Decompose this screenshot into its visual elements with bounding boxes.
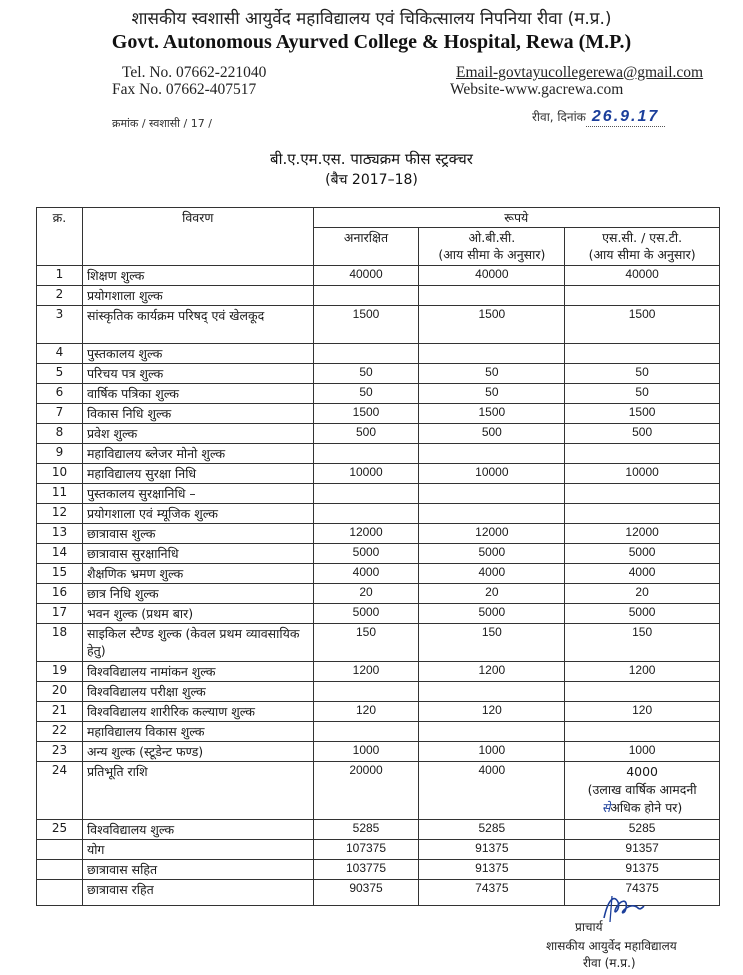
- row-obc-amount: 5285: [419, 820, 565, 840]
- principal-signature: [598, 890, 648, 926]
- row-sc-st-amount: 50: [565, 364, 720, 384]
- reference-number: क्रमांक / स्वशासी / 17 /: [112, 117, 212, 130]
- row-obc-amount: [419, 444, 565, 464]
- income-note-line1: (उलाख वार्षिक आमदनी: [587, 782, 697, 797]
- row-obc-amount: [419, 722, 565, 742]
- table-row: [37, 682, 720, 702]
- row-obc-amount: [419, 682, 565, 702]
- row-serial: 19: [37, 662, 83, 682]
- total-unreserved: 90375: [313, 880, 419, 906]
- row-unreserved-amount: [313, 286, 419, 306]
- row-obc-amount: [419, 504, 565, 524]
- row-sc-st-amount: 50: [565, 384, 720, 404]
- date-label: रीवा, दिनांक: [532, 110, 586, 124]
- row-description: प्रयोगशाला शुल्क: [82, 286, 313, 306]
- row-unreserved-amount: 1500: [313, 306, 419, 344]
- row-serial: 2: [37, 286, 83, 306]
- row-sc-st-amount: 5285: [565, 820, 720, 840]
- row-sc-st-amount: 5000: [565, 544, 720, 564]
- row-serial: 22: [37, 722, 83, 742]
- row-description: छात्र निधि शुल्क: [82, 584, 313, 604]
- header-serial: क्र.: [37, 208, 83, 266]
- date-line: [532, 108, 665, 127]
- fee-structure-table: [36, 207, 720, 906]
- row-obc-amount: 150: [419, 624, 565, 662]
- table-row: [37, 564, 720, 584]
- row-obc-amount: [419, 484, 565, 504]
- table-row: [37, 404, 720, 424]
- table-row: [37, 504, 720, 524]
- row-sc-st-amount: 500: [565, 424, 720, 444]
- total-obc: 91375: [419, 860, 565, 880]
- document-title: बी.ए.एम.एस. पाठ्यक्रम फीस स्ट्रक्चर: [270, 150, 473, 168]
- row-serial: 4: [37, 344, 83, 364]
- row-description: भवन शुल्क (प्रथम बार): [82, 604, 313, 624]
- total-row: [37, 860, 720, 880]
- row-serial: 14: [37, 544, 83, 564]
- table-row: [37, 286, 720, 306]
- row-description: पुस्तकालय सुरक्षानिधि –: [82, 484, 313, 504]
- row-unreserved-amount: 20000: [313, 762, 419, 820]
- signatory-title: प्राचार्य: [575, 920, 603, 934]
- row-sc-st-amount: 1500: [565, 306, 720, 344]
- row-serial: 18: [37, 624, 83, 662]
- row-obc-amount: 5000: [419, 604, 565, 624]
- row-obc-amount: 1500: [419, 404, 565, 424]
- row-serial: 5: [37, 364, 83, 384]
- row-obc-amount: 4000: [419, 762, 565, 820]
- row-sc-st-amount: 1000: [565, 742, 720, 762]
- row-unreserved-amount: 150: [313, 624, 419, 662]
- row-sc-st-amount: 150: [565, 624, 720, 662]
- row-serial: 9: [37, 444, 83, 464]
- row-description: साइकिल स्टैण्ड शुल्क (केवल प्रथम व्यावसायिक हेतु): [82, 624, 313, 662]
- row-sc-st-amount: 12000: [565, 524, 720, 544]
- row-description: अन्य शुल्क (स्टूडेन्ट फण्ड): [82, 742, 313, 762]
- total-sc-st: 91375: [565, 860, 720, 880]
- website-link[interactable]: Website-www.gacrewa.com: [450, 81, 624, 98]
- row-unreserved-amount: 1200: [313, 662, 419, 682]
- row-serial: 10: [37, 464, 83, 484]
- header-sc-st: [565, 228, 720, 266]
- total-serial-blank: [37, 880, 83, 906]
- row-unreserved-amount: [313, 504, 419, 524]
- header-rupees: रूपये: [313, 208, 719, 228]
- row-description: पुस्तकालय शुल्क: [82, 344, 313, 364]
- row-obc-amount: 50: [419, 384, 565, 404]
- row-unreserved-amount: [313, 344, 419, 364]
- row-unreserved-amount: 500: [313, 424, 419, 444]
- row-sc-st-amount: 4000: [626, 764, 659, 779]
- row-obc-amount: 1000: [419, 742, 565, 762]
- table-row: [37, 524, 720, 544]
- row-serial: 20: [37, 682, 83, 702]
- row-description: विश्वविद्यालय परीक्षा शुल्क: [82, 682, 313, 702]
- row-description: सांस्कृतिक कार्यक्रम परिषद् एवं खेलकूद: [82, 306, 313, 344]
- row-serial: 23: [37, 742, 83, 762]
- fax-number: Fax No. 07662-407517: [112, 81, 257, 98]
- row-sc-st-amount: 120: [565, 702, 720, 722]
- header-unreserved: अनारक्षित: [313, 228, 419, 266]
- total-row: [37, 840, 720, 860]
- row-description: वार्षिक पत्रिका शुल्क: [82, 384, 313, 404]
- total-sc-st: 74375: [565, 880, 720, 906]
- row-serial: 11: [37, 484, 83, 504]
- row-unreserved-amount: 1000: [313, 742, 419, 762]
- row-obc-amount: [419, 344, 565, 364]
- row-description: महाविद्यालय सुरक्षा निधि: [82, 464, 313, 484]
- table-row: [37, 306, 720, 344]
- table-row: [37, 384, 720, 404]
- college-name-english: Govt. Autonomous Ayurved College & Hospital, Rewa (M.P.): [111, 31, 632, 53]
- table-row: [37, 604, 720, 624]
- signatory-city: रीवा (म.प्र.): [583, 956, 636, 970]
- row-obc-amount: 10000: [419, 464, 565, 484]
- row-description: महाविद्यालय विकास शुल्क: [82, 722, 313, 742]
- total-obc: 74375: [419, 880, 565, 906]
- total-label: छात्रावास रहित: [82, 880, 313, 906]
- row-description: परिचय पत्र शुल्क: [82, 364, 313, 384]
- row-serial: 16: [37, 584, 83, 604]
- row-serial: 25: [37, 820, 83, 840]
- row-sc-st-amount: [565, 504, 720, 524]
- total-serial-blank: [37, 840, 83, 860]
- table-row: [37, 364, 720, 384]
- row-unreserved-amount: 5000: [313, 604, 419, 624]
- row-sc-st-amount: [565, 444, 720, 464]
- row-obc-amount: [419, 286, 565, 306]
- row-serial: 24: [37, 762, 83, 820]
- row-unreserved-amount: 20: [313, 584, 419, 604]
- table-row: [37, 624, 720, 662]
- row-obc-amount: 50: [419, 364, 565, 384]
- row-obc-amount: 120: [419, 702, 565, 722]
- table-row: [37, 702, 720, 722]
- row-obc-amount: 5000: [419, 544, 565, 564]
- row-unreserved-amount: 4000: [313, 564, 419, 584]
- header-description: विवरण: [82, 208, 313, 266]
- row-sc-st-amount: [565, 484, 720, 504]
- row-description: विकास निधि शुल्क: [82, 404, 313, 424]
- college-name-hindi: शासकीय स्वशासी आयुर्वेद महाविद्यालय एवं चिकित्सालय निपनिया रीवा (म.प्र.): [131, 9, 612, 29]
- row-sc-st-amount: 1200: [565, 662, 720, 682]
- row-unreserved-amount: 50: [313, 364, 419, 384]
- row-description: महाविद्यालय ब्लेजर मोनो शुल्क: [82, 444, 313, 464]
- row-description: विश्वविद्यालय शारीरिक कल्याण शुल्क: [82, 702, 313, 722]
- header-sc-st-line2: (आय सीमा के अनुसार): [588, 247, 696, 262]
- total-serial-blank: [37, 860, 83, 880]
- email-link[interactable]: Email-govtayucollegerewa@gmail.com: [456, 64, 704, 81]
- table-row: [37, 762, 720, 820]
- row-sc-st-amount: 1500: [565, 404, 720, 424]
- row-unreserved-amount: [313, 484, 419, 504]
- row-description: विश्वविद्यालय शुल्क: [82, 820, 313, 840]
- row-unreserved-amount: 40000: [313, 266, 419, 286]
- total-unreserved: 103775: [313, 860, 419, 880]
- row-obc-amount: 4000: [419, 564, 565, 584]
- total-obc: 91375: [419, 840, 565, 860]
- income-note-prefix: से: [601, 801, 611, 815]
- row-sc-st-amount-with-note: [565, 762, 720, 820]
- row-serial: 8: [37, 424, 83, 444]
- row-sc-st-amount: 4000: [565, 564, 720, 584]
- row-unreserved-amount: 10000: [313, 464, 419, 484]
- row-description: छात्रावास सुरक्षानिधि: [82, 544, 313, 564]
- row-sc-st-amount: 5000: [565, 604, 720, 624]
- row-unreserved-amount: 12000: [313, 524, 419, 544]
- row-description: प्रयोगशाला एवं म्यूजिक शुल्क: [82, 504, 313, 524]
- total-unreserved: 107375: [313, 840, 419, 860]
- row-serial: 21: [37, 702, 83, 722]
- row-description: शिक्षण शुल्क: [82, 266, 313, 286]
- row-unreserved-amount: 1500: [313, 404, 419, 424]
- row-serial: 13: [37, 524, 83, 544]
- row-description: प्रवेश शुल्क: [82, 424, 313, 444]
- row-sc-st-amount: [565, 682, 720, 702]
- row-sc-st-amount: 40000: [565, 266, 720, 286]
- row-description: छात्रावास शुल्क: [82, 524, 313, 544]
- table-row: [37, 662, 720, 682]
- table-row: [37, 742, 720, 762]
- row-serial: 6: [37, 384, 83, 404]
- table-row: [37, 464, 720, 484]
- header-sc-st-line1: एस.सी. / एस.टी.: [602, 230, 683, 245]
- row-obc-amount: 1500: [419, 306, 565, 344]
- row-serial: 15: [37, 564, 83, 584]
- row-unreserved-amount: [313, 682, 419, 702]
- income-note-line2: [569, 799, 715, 817]
- telephone-number: Tel. No. 07662-221040: [122, 64, 267, 81]
- row-obc-amount: 1200: [419, 662, 565, 682]
- row-sc-st-amount: [565, 286, 720, 306]
- row-serial: 1: [37, 266, 83, 286]
- table-row: [37, 484, 720, 504]
- document-subtitle: (बैच 2017–18): [325, 172, 418, 188]
- row-obc-amount: 12000: [419, 524, 565, 544]
- row-unreserved-amount: 120: [313, 702, 419, 722]
- row-serial: 3: [37, 306, 83, 344]
- header-obc: [419, 228, 565, 266]
- total-label: छात्रावास सहित: [82, 860, 313, 880]
- row-obc-amount: 20: [419, 584, 565, 604]
- row-sc-st-amount: [565, 344, 720, 364]
- row-description: शैक्षणिक भ्रमण शुल्क: [82, 564, 313, 584]
- table-row: [37, 584, 720, 604]
- row-unreserved-amount: 5000: [313, 544, 419, 564]
- row-serial: 17: [37, 604, 83, 624]
- row-unreserved-amount: 5285: [313, 820, 419, 840]
- row-unreserved-amount: [313, 722, 419, 742]
- table-row: [37, 266, 720, 286]
- header-obc-line1: ओ.बी.सी.: [468, 230, 516, 245]
- table-row: [37, 820, 720, 840]
- row-serial: 7: [37, 404, 83, 424]
- row-sc-st-amount: 20: [565, 584, 720, 604]
- table-row: [37, 424, 720, 444]
- table-row: [37, 444, 720, 464]
- row-description: प्रतिभूति राशि: [82, 762, 313, 820]
- signatory-college: शासकीय आयुर्वेद महाविद्यालय: [546, 939, 677, 953]
- row-obc-amount: 500: [419, 424, 565, 444]
- row-sc-st-amount: [565, 722, 720, 742]
- date-value: 26.9.17: [586, 108, 665, 127]
- income-note-text: अधिक होने पर): [610, 800, 683, 815]
- fee-rows: [37, 266, 720, 906]
- table-row: [37, 722, 720, 742]
- row-unreserved-amount: 50: [313, 384, 419, 404]
- row-description: विश्वविद्यालय नामांकन शुल्क: [82, 662, 313, 682]
- table-row: [37, 544, 720, 564]
- header-obc-line2: (आय सीमा के अनुसार): [438, 247, 546, 262]
- row-sc-st-amount: 10000: [565, 464, 720, 484]
- total-label: योग: [82, 840, 313, 860]
- row-serial: 12: [37, 504, 83, 524]
- row-unreserved-amount: [313, 444, 419, 464]
- table-row: [37, 344, 720, 364]
- total-sc-st: 91357: [565, 840, 720, 860]
- row-obc-amount: 40000: [419, 266, 565, 286]
